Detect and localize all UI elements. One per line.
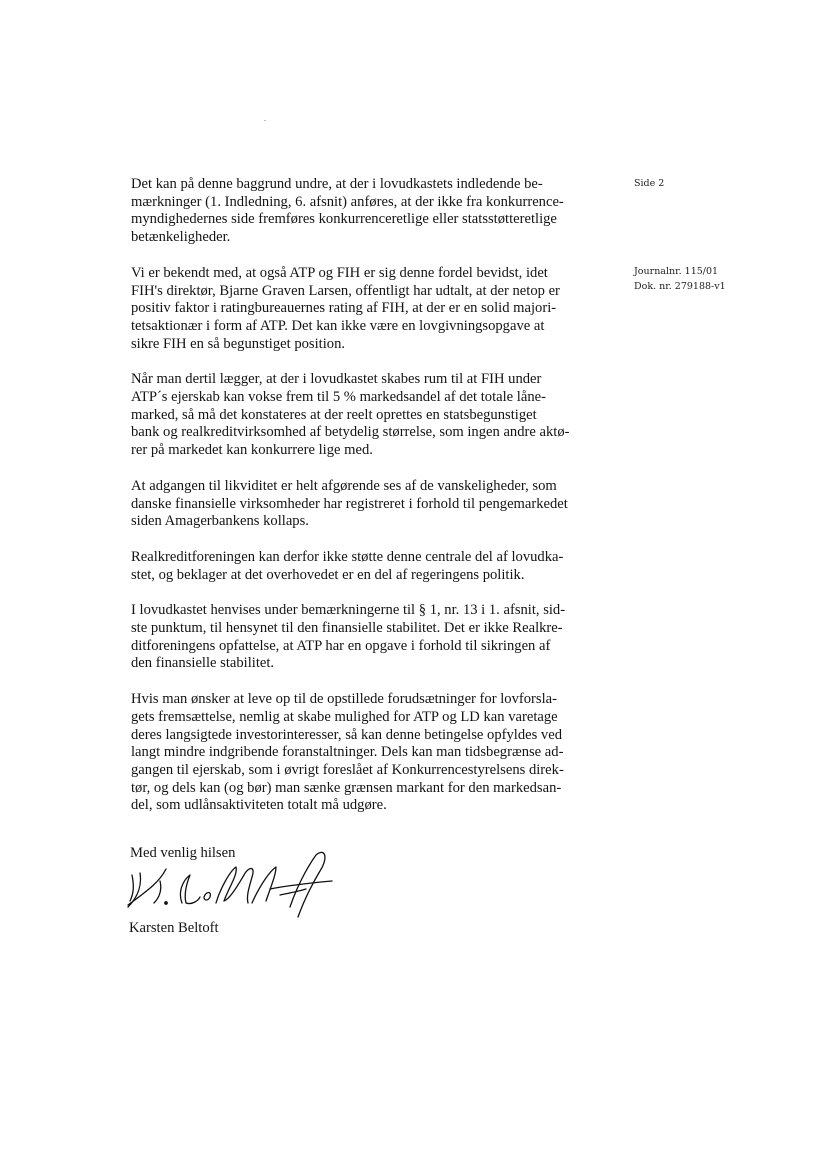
paragraph-4: At adgangen til likviditet er helt afgørende ses af de vanskeligheder, som danske finansielle virksomheder har registreret i forhold til pengemarkedet siden Amagerbankens kollaps.	[131, 477, 568, 530]
paragraph-3: Når man dertil lægger, at der i lovudkastet skabes rum til at FIH under ATP´s ejerskab kan vokse frem til 5 % markedsandel af det totale låne- marked, så må det konstateres at der reelt oprettes en statsbegunstiget bank og realkreditvirksomhed af betydelig størrelse, som ingen andre aktø- rer på markedet kan konkurrere lige med.	[131, 371, 570, 459]
scan-speck	[264, 120, 266, 121]
letter-body	[131, 176, 601, 833]
paragraph-5: Realkreditforeningen kan derfor ikke støtte denne centrale del af lovudka- stet, og beklager at det overhovedet er en del af regeringens politik.	[131, 548, 564, 583]
journal-number: Journalnr. 115/01	[634, 266, 719, 277]
signer-name: Karsten Beltoft	[129, 920, 219, 936]
journal-reference-note	[634, 264, 726, 294]
paragraph-2: Vi er bekendt med, at også ATP og FIH er sig denne fordel bevidst, idet FIH's direktør, Bjarne Graven Larsen, offentligt har udtalt, at der netop er positiv faktor i ratingbureauernes rating af FIH, at der er en solid majori- tetsaktionær i form af ATP. Det kan ikke være en lovgivningsopgave at sikre FIH en så begunstiget position.	[131, 264, 560, 352]
document-number: Dok. nr. 279188-v1	[634, 281, 726, 292]
page-number-note: Side 2	[634, 178, 665, 189]
paragraph-1: Det kan på denne baggrund undre, at der i lovudkastets indledende be- mærkninger (1. Indledning, 6. afsnit) anføres, at der ikke fra konkurrence- myndighedernes side fremføres konkurrenceretlige eller statsstøtteretlige betænkeligheder.	[131, 176, 564, 246]
closing-greeting: Med venlig hilsen	[130, 845, 236, 861]
paragraph-7: Hvis man ønsker at leve op til de opstillede forudsætninger for lovforsla- gets fremsættelse, nemlig at skabe mulighed for ATP og LD kan varetage deres langsigtede investorinteresser, så kan denne betingelse opfyldes ved langt mindre indgribende foranstaltninger. Dels kan man tidsbegrænse ad- gangen til ejerskab, som i øvrigt foreslået af Konkurrencestyrelsens direk- tør, og dels kan (og bør) man sænke grænsen markant for den markedsan- del, som udlånsaktiviteten totalt må udgøre.	[131, 691, 564, 814]
handwritten-signature	[120, 845, 340, 925]
paragraph-6: I lovudkastet henvises under bemærkningerne til § 1, nr. 13 i 1. afsnit, sid- ste punktum, til hensynet til den finansielle stabilitet. Det er ikke Realkre- ditforeningens opfattelse, at ATP har en opgave i forhold til sikringen af den finansielle stabilitet.	[131, 602, 566, 672]
